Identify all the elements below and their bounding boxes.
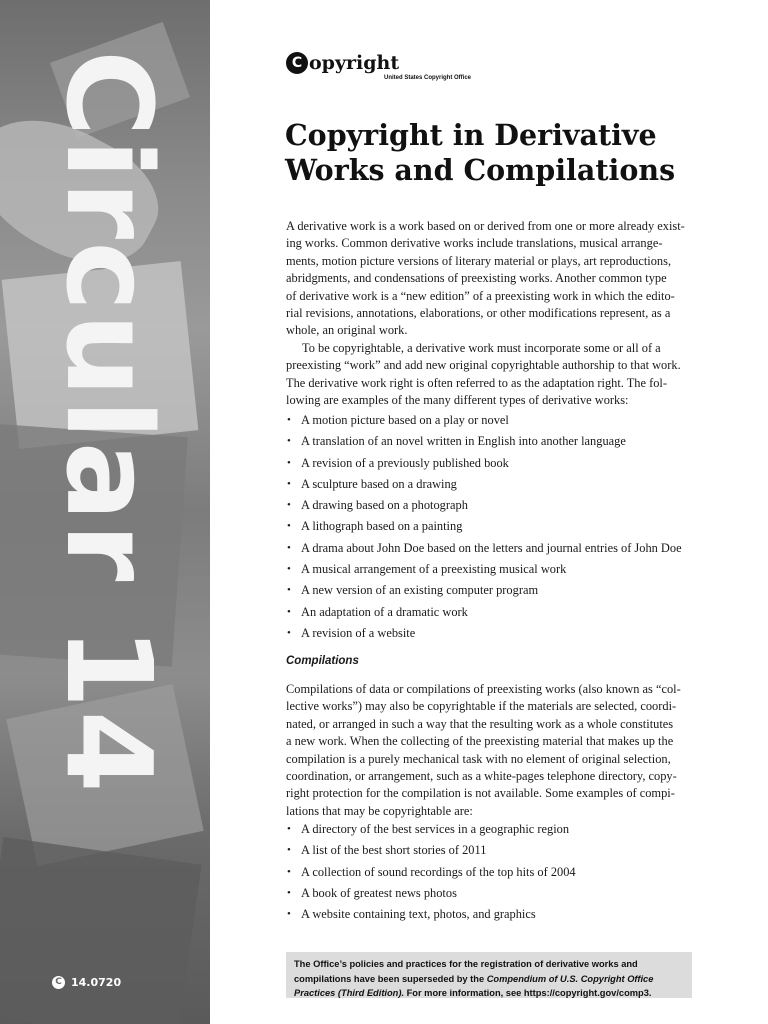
text-line: Compilations of data or compilations of preexisting works (also known as “col- xyxy=(286,682,681,696)
page-title-line: Works and Compilations xyxy=(285,153,676,187)
text-line: preexisting “work” and add new original copyrightable authorship to that work. xyxy=(286,358,681,373)
text-line: a new work. When the collecting of the preexisting material that makes up the xyxy=(286,734,674,749)
list-item: • An adaptation of a dramatic work xyxy=(287,604,468,619)
text-line: A derivative work is a work based on or derived from one or more already exist- xyxy=(286,219,685,233)
list-item: • A directory of the best services in a geographic region xyxy=(287,822,570,836)
photo-shape xyxy=(0,837,202,1024)
list-item: • A website containing text, photos, and graphics xyxy=(287,907,536,922)
text-line: lations that may be copyrightable are: xyxy=(286,803,473,818)
logo-subtitle: United States Copyright Office xyxy=(384,75,472,81)
list-item: • A revision of a previously published book xyxy=(287,455,509,470)
list-item: • A book of greatest news photos xyxy=(287,885,457,900)
text-line: lective works”) may also be copyrightable if the materials are selected, coordi- xyxy=(286,699,677,714)
text-line: The derivative work right is often referred to as the adaptation right. The fol- xyxy=(286,375,667,390)
intro-paragraph xyxy=(286,218,696,409)
page-title xyxy=(285,118,725,188)
notice-line: The Office’s policies and practices for the registration of derivative works and xyxy=(294,959,638,969)
page-title-line: Copyright in Derivative xyxy=(285,118,657,152)
text-line: compilation is a purely mechanical task with no element of original selection, xyxy=(286,751,671,766)
text-line: nated, or arranged in such a way that the resulting work as a whole constitutes xyxy=(286,716,674,731)
notice-line: Practices (Third Edition). For more information, see https://copyright.gov/comp3. xyxy=(294,988,652,998)
list-item: • A lithograph based on a painting xyxy=(287,519,463,534)
list-item: • A translation of an novel written in English into another language xyxy=(287,434,626,449)
circular-number-label: 14.0720 xyxy=(71,976,122,989)
list-item: • A sculpture based on a drawing xyxy=(287,476,457,491)
text-line: ing works. Common derivative works include translations, musical arrange- xyxy=(286,236,663,251)
text-line: coordination, or arrangement, such as a white-pages telephone directory, copy- xyxy=(286,769,677,784)
notice-line: compilations have been superseded by the Compendium of U.S. Copyright Office xyxy=(294,973,654,984)
list-item: • A list of the best short stories of 2011 xyxy=(287,843,487,858)
text-line: To be copyrightable, a derivative work must incorporate some or all of a xyxy=(302,340,661,355)
list-item: • A revision of a website xyxy=(287,625,416,640)
cover-photo-sidebar xyxy=(0,0,210,1024)
text-line: lowing are examples of the many different types of derivative works: xyxy=(286,393,629,408)
list-item: • A motion picture based on a play or novel xyxy=(287,413,509,427)
logo-wordmark: opyright xyxy=(309,51,400,74)
copyright-c-icon: C xyxy=(52,976,65,989)
copyright-office-logo xyxy=(286,52,471,81)
list-item: • A drama about John Doe based on the letters and journal entries of John Doe xyxy=(287,540,682,555)
list-item: • A collection of sound recordings of the top hits of 2004 xyxy=(287,864,576,879)
section-heading-compilations: Compilations xyxy=(286,655,359,667)
circular-number xyxy=(52,976,121,989)
compendium-notice-box xyxy=(286,952,692,998)
text-line: ments, motion picture versions of literary material or plays, art reproductions, xyxy=(286,253,672,268)
list-item: • A musical arrangement of a preexisting musical work xyxy=(287,562,567,577)
list-item: • A drawing based on a photograph xyxy=(287,498,468,513)
text-line: right protection for the compilation is not available. Some examples of compi- xyxy=(286,786,675,801)
text-line: whole, an original work. xyxy=(286,323,408,338)
text-line: abridgments, and condensations of preexisting works. Another common type xyxy=(286,271,667,286)
circular-title-vertical: Circular 14 xyxy=(40,50,178,795)
list-item: • A new version of an existing computer program xyxy=(287,583,539,598)
text-line: of derivative work is a “new edition” of a preexisting work in which the edito- xyxy=(286,288,675,303)
copyright-c-icon: C xyxy=(286,52,308,74)
compilations-paragraph xyxy=(286,681,696,820)
compilation-examples-list xyxy=(286,821,706,927)
derivative-examples-list xyxy=(286,412,706,646)
text-line: rial revisions, annotations, elaborations, or other modifications represent, as a xyxy=(286,306,671,321)
